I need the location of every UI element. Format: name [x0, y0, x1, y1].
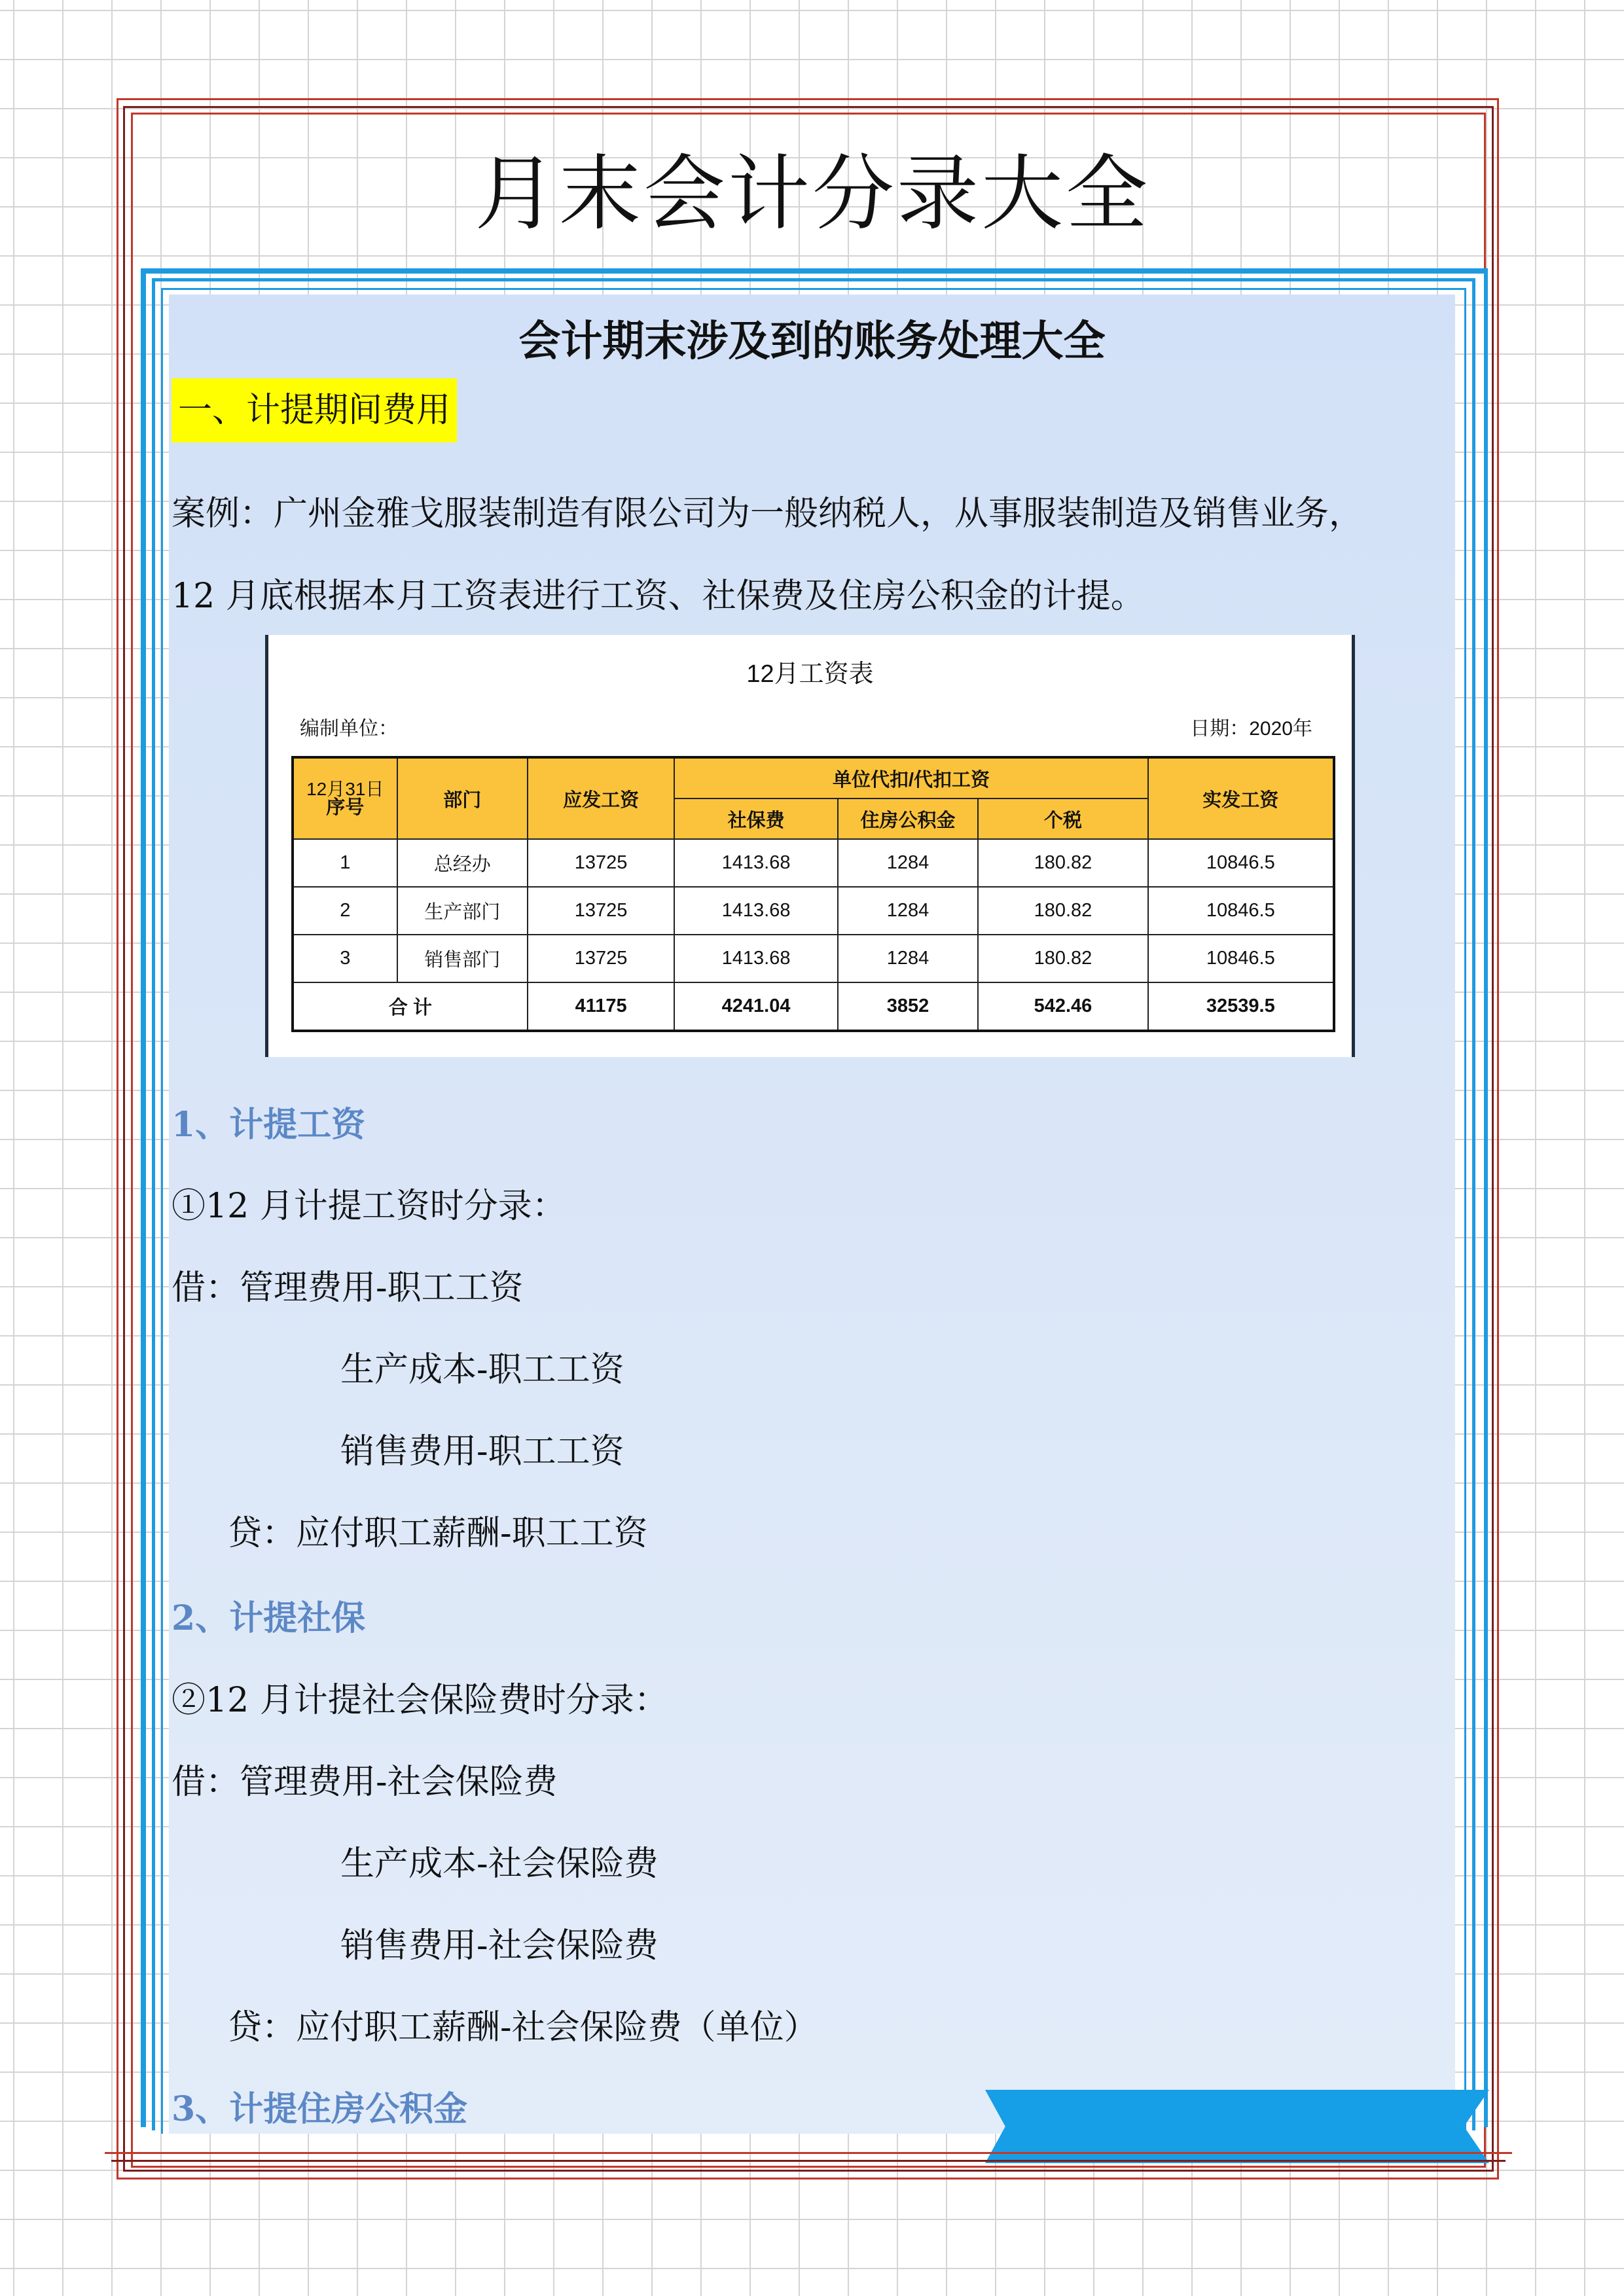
cell-housing: 1284 [838, 935, 978, 982]
prepared-by-label: 编制单位： [300, 718, 398, 740]
cell-tax: 180.82 [978, 839, 1147, 887]
total-net: 32539.5 [1148, 982, 1334, 1031]
cell-housing: 1284 [838, 887, 978, 935]
entry2-credit: 贷：应付职工薪酬-社会保险费（单位） [228, 2008, 818, 2047]
entry1-line2: 生产成本-职工工资 [340, 1350, 624, 1390]
subheading-housing-fund: 3、计提住房公积金 [171, 2089, 468, 2129]
cell-seq: 1 [293, 839, 397, 887]
header-net: 实发工资 [1148, 757, 1334, 839]
case-text-line-1: 案例：广州金雅戈服装制造有限公司为一般纳税人，从事服装制造及销售业务， [171, 494, 1363, 533]
salary-table-title: 12月工资表 [746, 660, 874, 688]
table-row [293, 935, 1334, 982]
cell-tax: 180.82 [978, 935, 1147, 982]
cell-dept: 生产部门 [397, 887, 528, 935]
case-text-line-2: 12 月底根据本月工资表进行工资、社保费及住房公积金的计提。 [171, 577, 1145, 616]
total-gross: 41175 [528, 982, 674, 1031]
total-tax: 542.46 [978, 982, 1147, 1031]
header-gross: 应发工资 [528, 757, 674, 839]
subheading-salary: 1、计提工资 [171, 1105, 366, 1145]
total-label: 合 计 [293, 982, 528, 1031]
page-title: 月末会计分录大全 [475, 147, 1150, 242]
header-withhold-group: 单位代扣/代扣工资 [674, 757, 1147, 798]
cell-social: 1413.68 [674, 935, 837, 982]
subheading-social-insurance: 2、计提社保 [171, 1598, 366, 1638]
header-social: 社保费 [674, 798, 837, 839]
entry2-debit: 借：管理费用-社会保险费 [171, 1763, 558, 1802]
cell-social: 1413.68 [674, 839, 837, 887]
document-heading: 会计期末涉及到的账务处理大全 [518, 317, 1106, 366]
cell-net: 10846.5 [1148, 935, 1334, 982]
section-heading-highlight: 一、计提期间费用 [171, 378, 457, 442]
cell-dept: 总经办 [397, 839, 528, 887]
salary-table [291, 756, 1335, 1032]
header-tax: 个税 [978, 798, 1147, 839]
entry1-line3: 销售费用-职工工资 [340, 1432, 624, 1471]
date-label: 日期：2020年 [1190, 718, 1312, 740]
salary-table-card [265, 635, 1355, 1057]
cell-housing: 1284 [838, 839, 978, 887]
entry2-line3: 销售费用-社会保险费 [340, 1926, 659, 1965]
cell-seq: 3 [293, 935, 397, 982]
cell-gross: 13725 [528, 839, 674, 887]
cell-gross: 13725 [528, 887, 674, 935]
entry2-intro: ②12 月计提社会保险费时分录： [171, 1681, 668, 1720]
total-housing: 3852 [838, 982, 978, 1031]
bottom-frame-line-2 [111, 2160, 1506, 2162]
table-total-row [293, 982, 1334, 1031]
cell-net: 10846.5 [1148, 887, 1334, 935]
cell-gross: 13725 [528, 935, 674, 982]
header-housing: 住房公积金 [838, 798, 978, 839]
bottom-frame-line [105, 2152, 1512, 2154]
cell-tax: 180.82 [978, 887, 1147, 935]
table-row [293, 839, 1334, 887]
entry1-intro: ①12 月计提工资时分录： [171, 1187, 566, 1226]
cell-social: 1413.68 [674, 887, 837, 935]
total-social: 4241.04 [674, 982, 837, 1031]
entry1-credit: 贷：应付职工薪酬-职工工资 [228, 1514, 648, 1553]
cell-dept: 销售部门 [397, 935, 528, 982]
header-seq [293, 757, 397, 839]
header-dept: 部门 [397, 757, 528, 839]
header-date-prefix: 12月31日 [306, 778, 384, 799]
header-seq-label: 序号 [326, 797, 365, 818]
table-row [293, 887, 1334, 935]
cell-seq: 2 [293, 887, 397, 935]
cell-net: 10846.5 [1148, 839, 1334, 887]
entry1-debit: 借：管理费用-职工工资 [171, 1268, 524, 1308]
entry2-line2: 生产成本-社会保险费 [340, 1844, 659, 1884]
